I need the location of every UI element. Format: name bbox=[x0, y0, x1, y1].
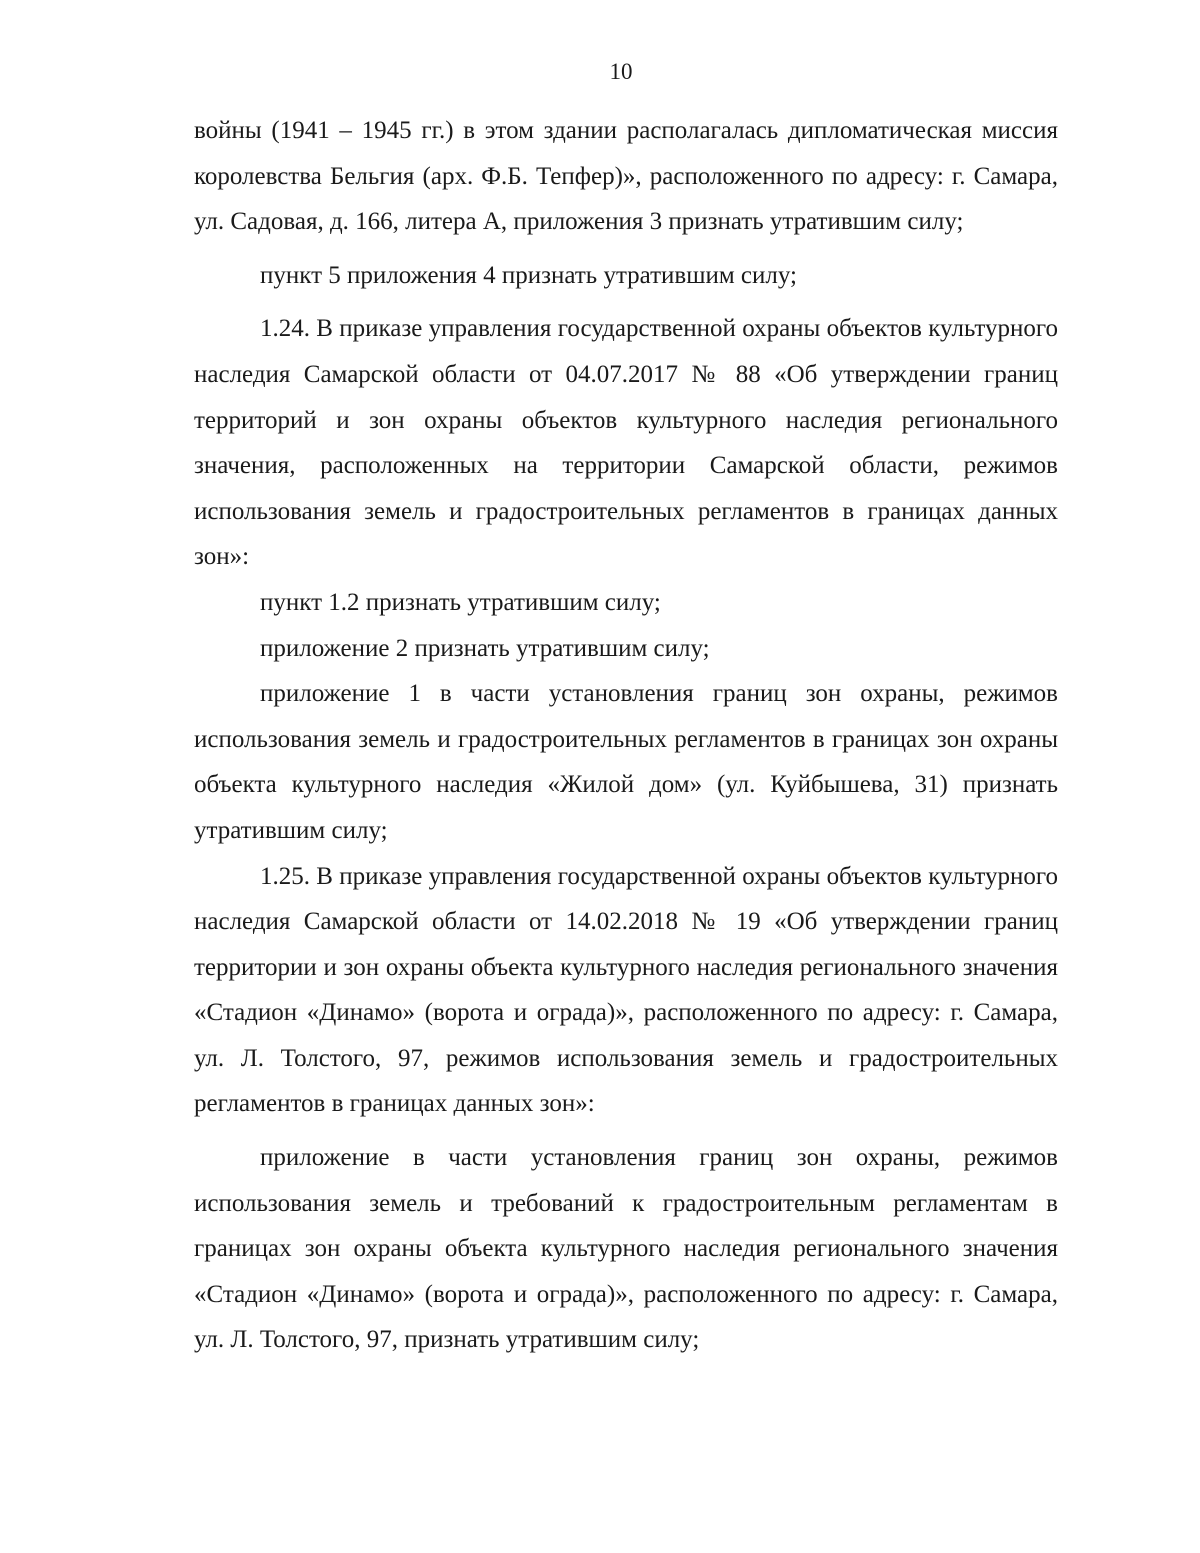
paragraph-item-appendix-2: приложение 2 признать утратившим силу; bbox=[260, 634, 710, 662]
paragraph-item-point-5: пункт 5 приложения 4 признать утратившим силу; bbox=[260, 261, 797, 289]
page-number: 10 bbox=[609, 59, 633, 84]
paragraph-item-appendix-1: приложение 1 в части установления границ зон охраны, режимов использования земель и градостроительных регламентов в границах зон охраны объекта культурного наследия «Жилой дом» (ул. Куйбышева, 31) признать утратившим силу; bbox=[194, 680, 1058, 844]
paragraph-section-1-24: 1.24. В приказе управления государственной охраны объектов культурного наследия Самарской области от 04.07.2017 № 88 «Об утверждении границ территорий и зон охраны объектов культурного наследия регионального значения, расположенных на территории Самарской области, режимов использования земель и градостроительных регламентов в границах данных зон»: bbox=[194, 315, 1058, 571]
paragraph-item-appendix: приложение в части установления границ зон охраны, режимов использования земель и требований к градостроительным регламентам в границах зон охраны объекта культурного наследия регионального значения «Стадион «Динамо» (ворота и ограда)», расположенного по адресу: г. Самара, ул. Л. Толстого, 97, признать утратившим силу; bbox=[194, 1144, 1058, 1354]
paragraph-section-1-25: 1.25. В приказе управления государственной охраны объектов культурного наследия Самарской области от 14.02.2018 № 19 «Об утверждении границ территории и зон охраны объекта культурного наследия регионального значения «Стадион «Динамо» (ворота и ограда)», расположенного по адресу: г. Самара, ул. Л. Толстого, 97, режимов использования земель и градостроительных регламентов в границах данных зон»: bbox=[194, 862, 1058, 1118]
document-body bbox=[194, 108, 1058, 1363]
paragraph-item-point-1-2: пункт 1.2 признать утратившим силу; bbox=[260, 588, 661, 616]
paragraph-continuation: войны (1941 – 1945 гг.) в этом здании располагалась дипломатическая миссия королевства Бельгия (арх. Ф.Б. Тепфер)», расположенного по адресу: г. Самара, ул. Садовая, д. 166, литера А, приложения 3 признать утратившим силу; bbox=[194, 117, 1058, 236]
